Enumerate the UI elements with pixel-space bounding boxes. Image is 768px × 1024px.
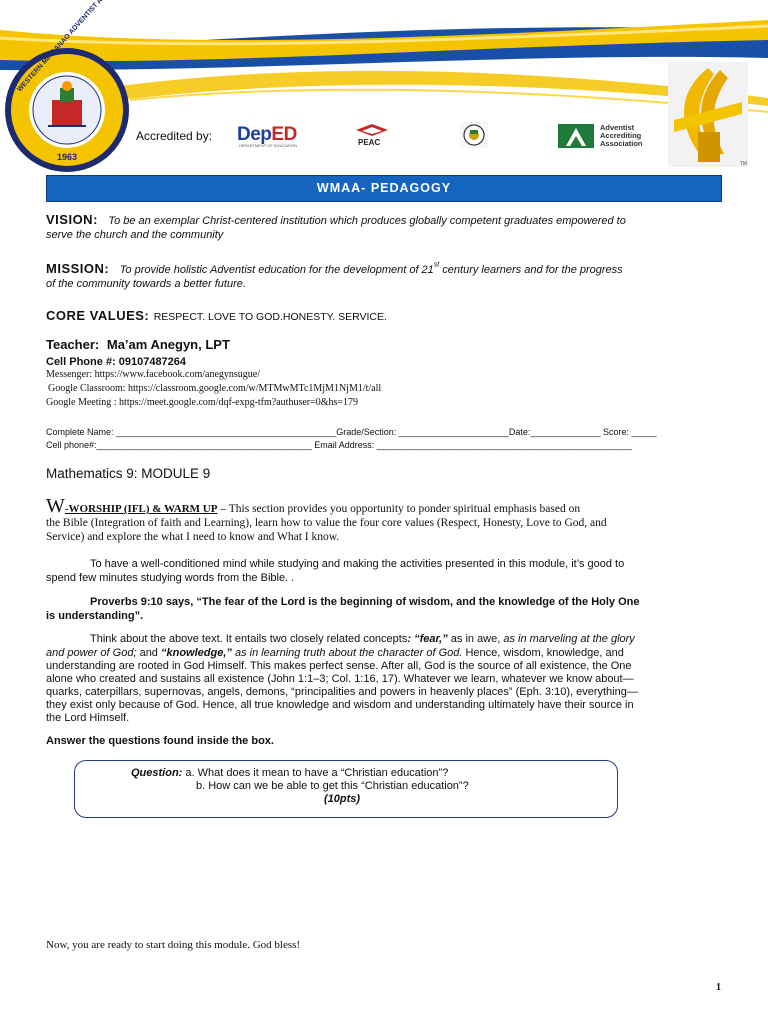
para2-l2a: and power of God;	[46, 647, 137, 659]
peac-logo-icon	[356, 124, 388, 136]
core-values-block	[46, 307, 387, 325]
teacher-messenger[interactable]: Messenger: https://www.facebook.com/anegynsugue/	[46, 369, 261, 380]
mission-text-1a: To provide holistic Adventist education for the development of 21	[119, 264, 434, 276]
mission-text-1b: century learners and for the progress	[439, 264, 623, 276]
para1-line-2: spend few minutes studying words from the Bible. .	[46, 572, 295, 584]
closing-text: Now, you are ready to start doing this module. God bless!	[46, 939, 301, 951]
para2-fear: : “fear,”	[407, 633, 448, 645]
peac-label: PEAC	[358, 138, 381, 147]
para2-knowledge: “knowledge,”	[160, 647, 232, 659]
para1-line-1: To have a well-conditioned mind while studying and making the activities presented in this module, it’s good to	[90, 558, 625, 570]
vision-text-2: serve the church and the community	[46, 229, 224, 241]
question-a-line	[131, 767, 448, 779]
worship-line-2: the Bible (Integration of faith and Learning), learn how to value the four core values (Respect, Honesty, Love to God, and	[46, 517, 607, 529]
question-label: Question:	[131, 767, 183, 779]
aaa-label: Adventist Accrediting Association	[600, 123, 643, 148]
teacher-name: Ma’am Anegyn, LPT	[106, 337, 230, 352]
mission-sup: st	[433, 261, 440, 269]
form-line-2: Cell phone#:___________________________________________ Email Address: ___________________________________________________	[46, 440, 633, 450]
deped-logo: DepED	[237, 124, 297, 145]
worship-heading: -WORSHIP (IFL) & WARM UP	[64, 503, 218, 515]
teacher-line	[46, 337, 230, 352]
core-values-label: CORE VALUES:	[46, 308, 150, 323]
para2-line-6: they exist only because of God. Hence, all true knowledge and wisdom and understanding ultimately have their source in	[46, 699, 634, 711]
adventist-logo	[668, 62, 748, 167]
mission-block	[46, 260, 746, 278]
form-line-1: Complete Name: ____________________________________________Grade/Section: ______________________Date:______________ Score: _____	[46, 427, 657, 437]
para2-l2e: Hence, wisdom, knowledge, and	[462, 647, 624, 659]
proverb-line-1: Proverbs 9:10 says, “The fear of the Lord is the beginning of wisdom, and the knowledge of the Holy One	[90, 596, 640, 608]
worship-line1-rest: – This section provides you opportunity to ponder spiritual emphasis based on	[217, 503, 581, 515]
teacher-cell: Cell Phone #: 09107487264	[46, 356, 187, 368]
page-number: 1	[716, 982, 721, 993]
mission-label: MISSION:	[46, 261, 110, 276]
question-a: a. What does it mean to have a “Christian education”?	[182, 767, 449, 779]
para2-l1d: as in marveling at the glory	[503, 633, 635, 645]
para2-l1a: Think about the above text. It entails two closely related concepts	[90, 633, 408, 645]
teacher-label: Teacher:	[46, 337, 100, 352]
vision-label: VISION:	[46, 212, 98, 227]
para2-line-4: alone who created and sustains all existence (John 1:1–3; Col. 1:16, 17). Whatever we learn, whatever we know about—	[46, 673, 634, 685]
deped-subtitle: DEPARTMENT OF EDUCATION	[239, 143, 298, 148]
svg-text:TM: TM	[740, 161, 748, 167]
para2-l2d: as in learning truth about the character of God.	[231, 647, 463, 659]
para2-line-5: quarks, caterpillars, supernovas, angels, demons, “principalities and powers in heavenly places” (Eph. 3:10), everything—	[46, 686, 638, 698]
worship-line-1	[46, 495, 746, 518]
question-points: (10pts)	[324, 793, 361, 805]
mission-text-2: of the community towards a better future.	[46, 278, 246, 290]
proverb-line-2: is understanding”.	[46, 610, 144, 622]
worship-big-w: W	[46, 495, 65, 517]
para2-line-7: the Lord Himself.	[46, 712, 130, 724]
accredited-by-label: Accredited by:	[136, 129, 213, 143]
page-title-bar: WMAA- PEDAGOGY	[46, 175, 722, 202]
core-values-text: RESPECT. LOVE TO GOD.HONESTY. SERVICE.	[153, 311, 387, 323]
vision-block	[46, 211, 736, 229]
vision-text-1: To be an exemplar Christ-centered institution which produces globally competent graduates empowered to	[108, 215, 626, 227]
para2-l2b: and	[136, 647, 161, 659]
teacher-meeting[interactable]: Google Meeting : https://meet.google.com/dqf-expg-tfm?authuser=0&hs=179	[46, 397, 359, 408]
teacher-classroom[interactable]: Google Classroom: https://classroom.google.com/w/MTMwMTc1MjM1NjM1/t/all	[48, 383, 382, 394]
para2-line-3: understanding are rooted in God Himself. This makes perfect sense. After all, God is the source of all existence, the One	[46, 660, 632, 672]
accreditation-seal-icon	[460, 122, 488, 148]
para2-l1c: as in awe,	[447, 633, 504, 645]
aaa-logo-icon	[558, 124, 594, 148]
seal-year: 1963	[56, 152, 78, 162]
worship-line-3: Service) and explore the what I need to know and What I know.	[46, 531, 340, 543]
answer-prompt: Answer the questions found inside the box.	[46, 735, 274, 747]
module-title: Mathematics 9: MODULE 9	[46, 466, 211, 481]
header-banner	[0, 0, 768, 175]
question-b: b. How can we be able to get this “Christian education”?	[196, 780, 469, 792]
